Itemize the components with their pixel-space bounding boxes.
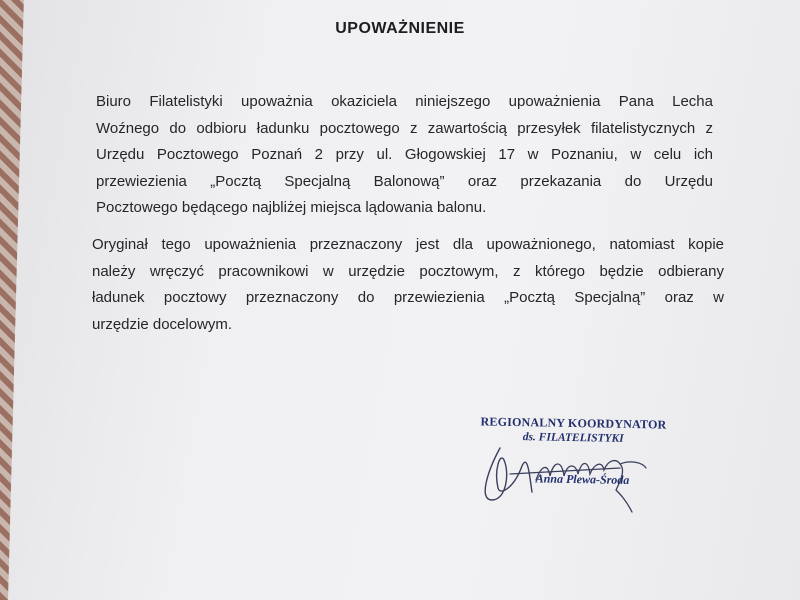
stamp-organization: ds. FILATELISTYKI (522, 431, 624, 445)
text-line: ładunek pocztowy przeznaczony do przewiezienia „Pocztą Specjalną” oraz w (92, 289, 724, 306)
coordinator-stamp (467, 414, 678, 489)
paragraph-copies (92, 232, 724, 338)
text-line: Biuro Filatelistyki upoważnia okaziciela niniejszego upoważnienia Pana Lecha (96, 93, 713, 110)
document-title: UPOWAŻNIENIE (335, 20, 465, 37)
text-line: Woźnego do odbioru ładunku pocztowego z zawartością przesyłek filatelistycznych z (96, 119, 713, 137)
text-line: przewiezienia „Pocztą Specjalną Balonową” oraz przekazania do Urzędu (96, 172, 713, 190)
stamp-name: Anna Plewa-Środa (535, 471, 630, 487)
stamp-role: REGIONALNY KOORDYNATOR (480, 414, 667, 432)
text-line: urzędzie docelowym. (92, 315, 233, 333)
text-line: Oryginał tego upoważnienia przeznaczony jest dla upoważnionego, natomiast kopie (92, 236, 724, 253)
text-line: Pocztowego będącego najbliżej miejsca lądowania balonu. (96, 199, 487, 216)
text-line: Urzędu Pocztowego Poznań 2 przy ul. Głogowskiej 17 w Poznaniu, w celu ich (96, 146, 713, 163)
paragraph-authorization (96, 89, 713, 222)
text-line: należy wręczyć pracownikowi w urzędzie pocztowym, z którego będzie odbierany (92, 262, 724, 280)
